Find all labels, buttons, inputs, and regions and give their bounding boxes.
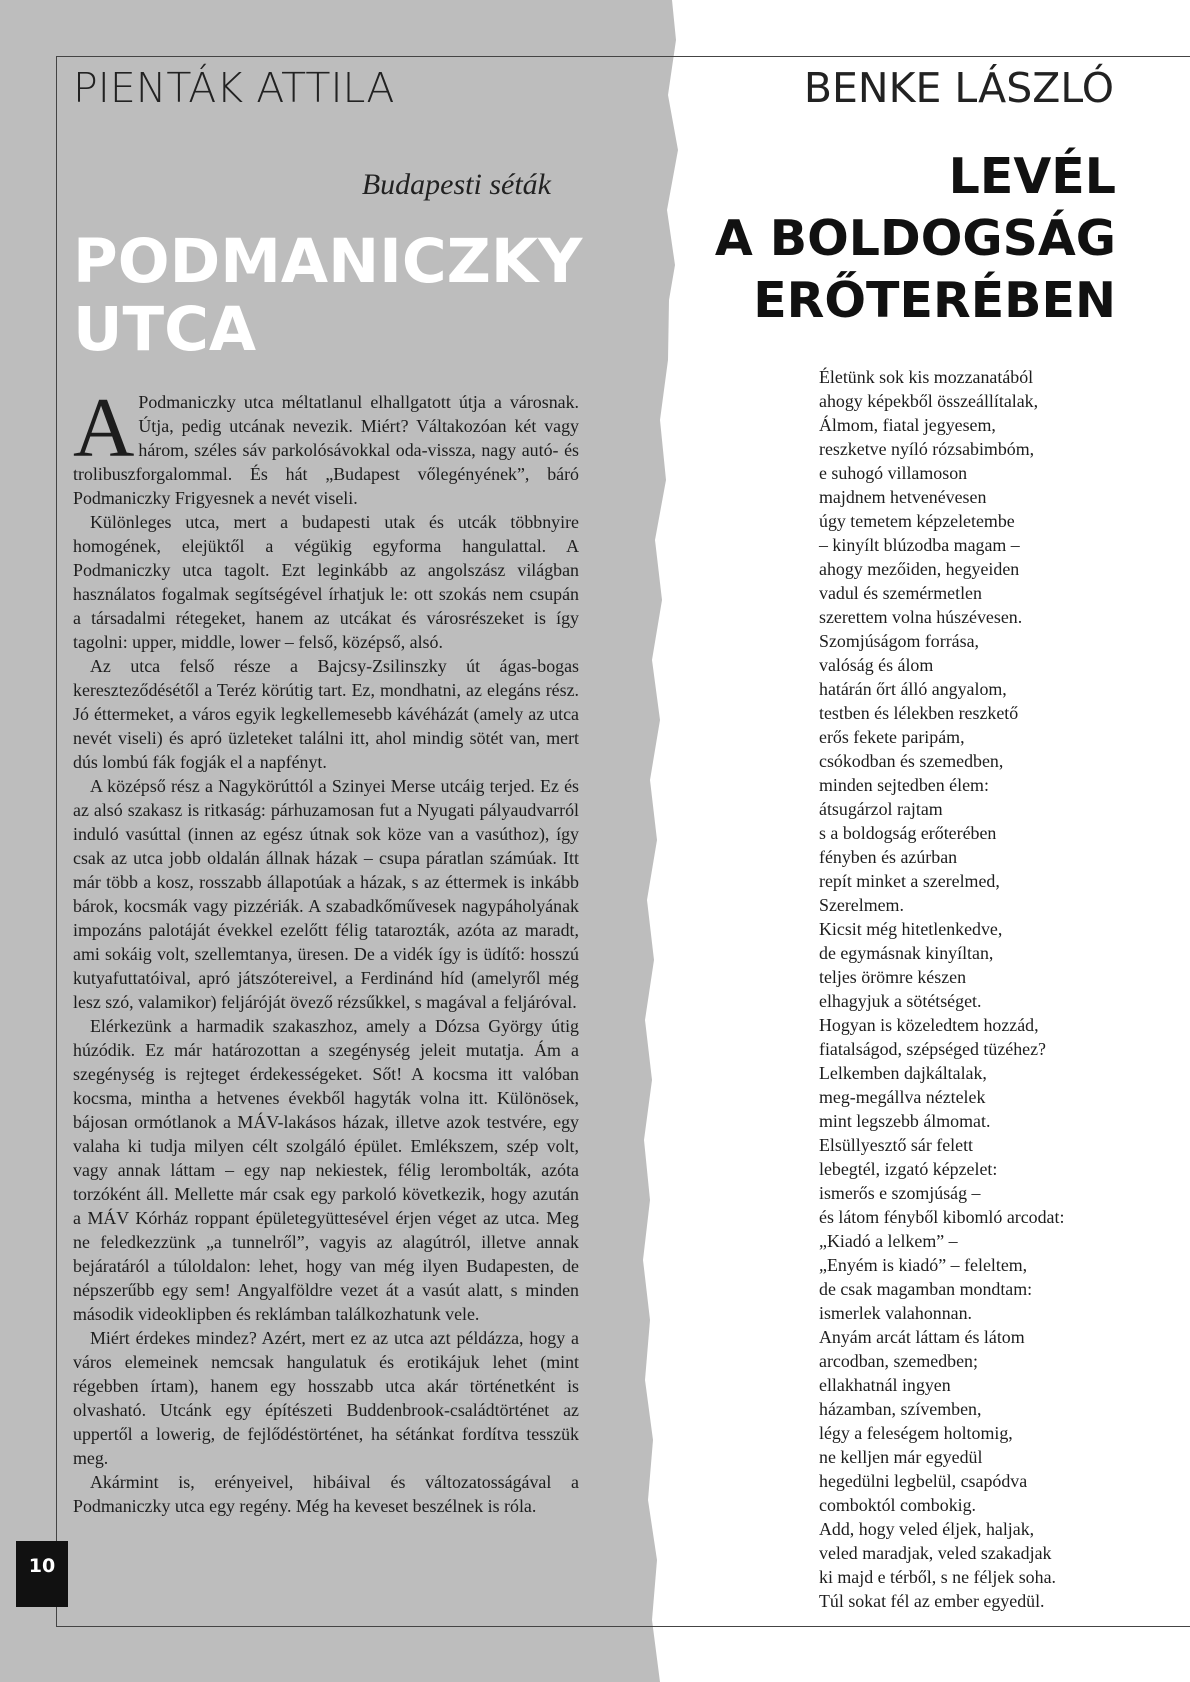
article-paragraph: Elérkezünk a harmadik szakaszhoz, amely a Dózsa György útig húzódik. Ez már határozottan a szegénység jeleit mutatja. Ám a szegénység is rejteget érdekességeket. Sőt! A kocsma itt valóban kocsma, mintha a hetvenes évekből hagyták volna itt. Különösek, bájosan ormótlanok a MÁV-lakásos házak, illetve azok testvére, egy valaha ki tudja milyen célt szolgáló épület. Emlékszem, szép volt, vagy annak láttam – egy nap nekiestek, félig lerombolták, azóta torzóként áll. Mellette már csak egy parkoló következik, hogy azután a MÁV Kórház roppant épületegyüttesével érjen véget az utca. Meg ne feledkezzünk „a tunnelről”, vagyis az alagútról, illetve annak bejáratáról a túloldalon: lehet, hogy van még ilyen Budapesten, de népszerűbb egy sem! Angyalföldre vezet át a vasút alatt, s minden második videoklipben és reklámban találkozhatunk vele. bbox=[73, 1016, 579, 1324]
right-title-line: LEVÉL bbox=[948, 148, 1116, 205]
poem-line: „Enyém is kiadó” – feleltem, bbox=[819, 1255, 1028, 1275]
right-poem-title bbox=[656, 146, 1116, 332]
page-number: 10 bbox=[28, 1555, 56, 1577]
article-paragraph: Az utca felső része a Bajcsy-Zsilinszky út ágas-bogas kereszteződésétől a Teréz körútig tart. Ez, mondhatni, az elegáns rész. Jó éttermeket, a város egyik legkellemesebb kávéházát (amely az utca nevét viseli) és apró üzleteket találni itt, ahol mindig sötét van, mert dús lombú fák fogják el a napfényt. bbox=[73, 656, 579, 772]
poem-line: Életünk sok kis mozzanatából bbox=[819, 367, 1034, 387]
poem-line: fényben és azúrban bbox=[819, 847, 958, 867]
poem-line: Hogyan is közeledtem hozzád, bbox=[819, 1015, 1039, 1035]
poem-line: lebegtél, izgató képzelet: bbox=[819, 1159, 998, 1179]
article-paragraph: Különleges utca, mert a budapesti utak és utcák többnyire homogének, elejüktől a végükig egyforma hangulattal. A Podmaniczky utca tagolt. Ezt leginkább az angolszász világban használatos fogalmak segítségével írhatjuk le: ott szokás nem csupán a társadalmi rétegeket, hanem az utcákat és városrészeket is így tagolni: upper, middle, lower – felső, középső, alsó. bbox=[73, 512, 579, 652]
frame-top-line bbox=[56, 56, 1190, 57]
poem-line: Elsüllyesztő sár felett bbox=[819, 1135, 974, 1155]
poem-line: ne kelljen már egyedül bbox=[819, 1447, 983, 1467]
left-subtitle: Budapesti séták bbox=[361, 168, 551, 201]
poem-line: ahogy képekből összeállítalak, bbox=[819, 391, 1039, 411]
poem-line: fiatalságod, szépséged tüzéhez? bbox=[819, 1039, 1046, 1059]
poem-line: Anyám arcát láttam és látom bbox=[819, 1327, 1025, 1347]
drop-cap: A bbox=[73, 381, 135, 475]
poem-line: repít minket a szerelmed, bbox=[819, 871, 1000, 891]
poem-line: – kinyílt blúzodba magam – bbox=[819, 535, 1020, 555]
poem-line: de egymásnak kinyíltan, bbox=[819, 943, 994, 963]
poem-line: vadul és szemérmetlen bbox=[819, 583, 982, 603]
poem-line: de csak magamban mondtam: bbox=[819, 1279, 1033, 1299]
poem-line: Add, hogy veled éljek, haljak, bbox=[819, 1519, 1035, 1539]
left-title-line: UTCA bbox=[73, 294, 257, 365]
poem-line: úgy temetem képzeletembe bbox=[819, 511, 1015, 531]
poem-line: valóság és álom bbox=[819, 655, 934, 675]
left-article-title bbox=[73, 228, 593, 364]
poem-line: átsugárzol rajtam bbox=[819, 799, 943, 819]
poem-line: e suhogó villamoson bbox=[819, 463, 968, 483]
poem-line: ki majd e térből, s ne féljek soha. bbox=[819, 1567, 1056, 1587]
poem-line: mint legszebb álmomat. bbox=[819, 1111, 991, 1131]
poem-line: ahogy mezőiden, hegyeiden bbox=[819, 559, 1020, 579]
poem-line: házamban, szívemben, bbox=[819, 1399, 982, 1419]
poem-line: s a boldogság erőterében bbox=[819, 823, 997, 843]
poem-line: elhagyjuk a sötétséget. bbox=[819, 991, 982, 1011]
poem-line: ellakhatnál ingyen bbox=[819, 1375, 951, 1395]
poem-line: testben és lélekben reszkető bbox=[819, 703, 1019, 723]
right-title-line: A BOLDOGSÁG bbox=[714, 210, 1116, 267]
poem-line: minden sejtedben élem: bbox=[819, 775, 989, 795]
poem-line: comboktól combokig. bbox=[819, 1495, 977, 1515]
poem-line: teljes örömre készen bbox=[819, 967, 967, 987]
poem-line: Szomjúságom forrása, bbox=[819, 631, 979, 651]
poem-line: Lelkemben dajkáltalak, bbox=[819, 1063, 987, 1083]
article-body bbox=[73, 381, 579, 1518]
frame-left-line bbox=[56, 56, 57, 1626]
right-title-line: ERŐTERÉBEN bbox=[753, 272, 1116, 329]
poem-body bbox=[819, 365, 1149, 1613]
poem-line: „Kiadó a lelkem” – bbox=[819, 1231, 958, 1251]
poem-line: határán őrt álló angyalom, bbox=[819, 679, 1007, 699]
poem-line: meg-megállva néztelek bbox=[819, 1087, 986, 1107]
poem-line: Túl sokat fél az ember egyedül. bbox=[819, 1591, 1045, 1611]
poem-line: hegedülni legbelül, csapódva bbox=[819, 1471, 1028, 1491]
poem-line: szerettem volna húszévesen. bbox=[819, 607, 1023, 627]
poem-line: ismerlek valahonnan. bbox=[819, 1303, 973, 1323]
poem-line: ismerős e szomjúság – bbox=[819, 1183, 981, 1203]
paragraph-text: Podmaniczky utca méltatlanul elhallgatott útja a városnak. Útja, pedig utcának nevezik. Miért? Váltakozóan két vagy három, széles sáv parkolósávokkal oda-vissza, nagy autó- és trolibuszforgalommal. És hát „Budapest vőlegényének”, báró Podmaniczky Frigyesnek a nevét viseli. bbox=[73, 392, 579, 508]
poem-line: csókodban és szemedben, bbox=[819, 751, 1004, 771]
page-number-badge bbox=[16, 1541, 68, 1607]
article-paragraph bbox=[73, 381, 579, 510]
right-author-name: BENKE LÁSZLÓ bbox=[803, 64, 1114, 112]
poem-line: Szerelmem. bbox=[819, 895, 904, 915]
poem-line: majdnem hetvenévesen bbox=[819, 487, 987, 507]
left-title-line: PODMANICZKY bbox=[73, 226, 583, 297]
poem-line: arcodban, szemedben; bbox=[819, 1351, 978, 1371]
article-paragraph: Miért érdekes mindez? Azért, mert ez az utca azt példázza, hogy a város elemeinek nemcsak hangulatuk és erotikájuk lehet (mint régebben írtam), hanem egy hosszabb utca akár történetként is olvasható. Utcánk egy építészeti Buddenbrook-családtörténet az uppertől a lowerig, de fejlődéstörténet, ha sétánkat fordítva tesszük meg. bbox=[73, 1328, 579, 1468]
poem-line: és látom fényből kibomló arcodat: bbox=[819, 1207, 1065, 1227]
frame-bottom-line bbox=[56, 1626, 1190, 1627]
article-paragraph: A középső rész a Nagykörúttól a Szinyei Merse utcáig terjed. Ez és az alsó szakasz is ritkaság: párhuzamosan fut a Nyugati pályaudvarról induló vasúttal (innen az egész útnak sok köze van a vasúthoz), így csak az utca jobb oldalán állnak házak – csupa páratlan számúak. Itt már több a kosz, rosszabb állapotúak a házak, s az éttermek is inkább bárok, kocsmák vagy pizzériák. A szabadkőművesek nagypáholyának impozáns palotáját évekkel ezelőtt félig tatarozták, azóta az maradt, ami sokáig volt, szellemtanya, üresen. De a vidék így is üdítő: hosszú kutyafuttatóival, apró játszótereivel, a Ferdinánd híd (amelyről még lesz szó, valamikor) feljáróját övező rézsűkkel, s magával a feljáróval. bbox=[73, 776, 579, 1012]
poem-line: Kicsit még hitetlenkedve, bbox=[819, 919, 1003, 939]
left-author-name: PIENTÁK ATTILA bbox=[73, 64, 395, 112]
poem-line: légy a feleségem holtomig, bbox=[819, 1423, 1013, 1443]
poem-line: veled maradjak, veled szakadjak bbox=[819, 1543, 1052, 1563]
poem-line: erős fekete paripám, bbox=[819, 727, 965, 747]
poem-line: Álmom, fiatal jegyesem, bbox=[819, 415, 996, 435]
poem-line: reszketve nyíló rózsabimbóm, bbox=[819, 439, 1035, 459]
article-paragraph: Akármint is, erényeivel, hibáival és változatosságával a Podmaniczky utca egy regény. Még ha keveset beszélnek is róla. bbox=[73, 1472, 579, 1516]
